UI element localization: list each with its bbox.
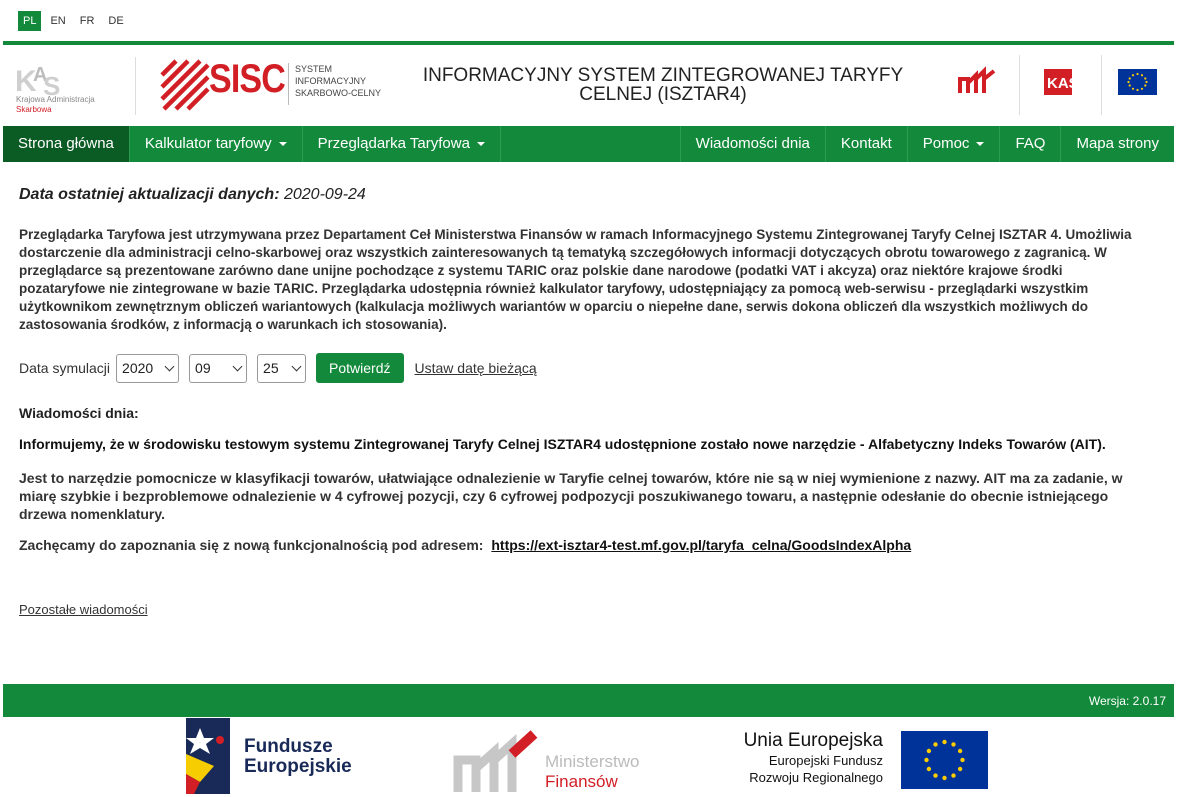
- month-select[interactable]: [189, 354, 247, 383]
- footer-bar: [3, 684, 1174, 717]
- mf-footer-text: [545, 752, 639, 792]
- year-value: 2020: [122, 360, 154, 376]
- kas-name-line1: Krajowa Administracja: [16, 95, 95, 104]
- day-select[interactable]: [257, 354, 306, 383]
- nav-sitemap-label: Mapa strony: [1076, 135, 1159, 152]
- fe-line1: Fundusze: [244, 736, 333, 757]
- mf-footer-logo-icon: [454, 730, 538, 792]
- lang-de[interactable]: DE: [108, 15, 124, 27]
- svg-text:KAS: KAS: [1047, 75, 1079, 92]
- nav-spacer: [501, 126, 680, 162]
- caret-down-icon: [477, 142, 485, 146]
- nav-help-label: Pomoc: [922, 135, 970, 152]
- sisc-divider: [288, 63, 289, 105]
- last-update-label: Data ostatniej aktualizacji danych:: [19, 186, 280, 203]
- mf-logo-icon[interactable]: [958, 69, 996, 95]
- kas-small-logo-icon[interactable]: [1044, 69, 1079, 95]
- nav-contact-label: Kontakt: [840, 135, 892, 152]
- kas-name-line2: Skarbowa: [16, 105, 52, 114]
- header-divider-3: [1101, 55, 1102, 115]
- european-funds-logo-icon: [186, 718, 230, 794]
- nav-tariff-calculator[interactable]: [130, 126, 303, 162]
- sisc-logo-text: SISC: [209, 57, 285, 101]
- sisc-sub-line1: SYSTEM: [295, 64, 333, 74]
- svg-text:S: S: [43, 71, 61, 101]
- system-title-line1: INFORMACYJNY SYSTEM ZINTEGROWANEJ TARYFY: [422, 65, 904, 86]
- news-paragraph-1: Informujemy, że w środowisku testowym systemu Zintegrowanej Taryfy Celnej ISZTAR4 udostępnione zostało nowe narzędzie - Alfabetyczny Indeks Towarów (AIT).: [19, 436, 1106, 452]
- nav-sitemap[interactable]: [1060, 126, 1174, 162]
- last-update: [19, 186, 366, 204]
- nav-tariff-browser-label: Przeglądarka Taryfowa: [317, 135, 470, 152]
- language-switcher: [18, 11, 129, 31]
- news-paragraph-2: Jest to narzędzie pomocnicze w klasyfikacji towarów, ułatwiające odnalezienie w Taryfie celnej towarów, które nie są w niej wymienione z nazwy. AIT ma za zadanie, w miarę szybkie i bezproblemowe odnalezienie w 4 cyfrowej pozycji, czy 6 cyfrowej podpozycji poszukiwanego towaru, a następnie odesłanie do obecnie istniejącego drzewa nomenklatury.: [19, 470, 1123, 522]
- main-navbar: [3, 126, 1174, 162]
- eu-regional-fund-text: [720, 732, 883, 786]
- nav-home-label: Strona główna: [18, 135, 114, 152]
- european-funds-text: [244, 737, 352, 777]
- nav-daily-news-label: Wiadomości dnia: [695, 135, 810, 152]
- intro-text: Przeglądarka Taryfowa jest utrzymywana przez Departament Ceł Ministerstwa Finansów w ramach Informacyjnego Systemu Zintegrowanej Taryfy Celnej ISZTAR 4. Umożliwia dostarczenie dla administracji celno-skarbowej oraz wszystkich zainteresowanych tą tematyką szczegółowych informacji dotyczących obrotu towarowego z zagranicą. W przeglądarce są prezentowane zarówno dane unijne pochodzące z systemu TARIC oraz polskie dane narodowe (podatki VAT i akcyza) oraz niektóre krajowe środki pozataryfowe nie zintegrowane w bazie TARIC. Przeglądarka udostępnia również kalkulator taryfowy, udostępniający za pomocą web-serwisu - przeglądarki wszystkim użytkownikom zewnętrznym obliczeń wariantowych (kalkulacja możliwych wariantów w oparciu o niepełne dane, serwis dokona obliczeń dla wszystkich możliwych do zastosowania środków, z informacją o warunkach ich stosowania).: [19, 227, 1132, 332]
- sisc-subtitle: [295, 63, 381, 99]
- news-heading: Wiadomości dnia:: [19, 405, 139, 421]
- header-divider-2: [1019, 55, 1020, 115]
- mf-line1: Ministerstwo: [545, 752, 640, 771]
- nav-tariff-browser[interactable]: [303, 126, 501, 162]
- ait-link[interactable]: https://ext-isztar4-test.mf.gov.pl/taryfa_celna/GoodsIndexAlpha: [491, 537, 912, 553]
- last-update-value: 2020-09-24: [283, 186, 366, 203]
- system-title: [383, 66, 943, 104]
- news-3-text: Zachęcamy do zapoznania się z nową funkcjonalnością pod adresem:: [19, 537, 484, 553]
- chevron-down-icon: [292, 362, 302, 372]
- svg-text:A: A: [33, 64, 48, 86]
- year-select[interactable]: [116, 354, 179, 383]
- lang-fr[interactable]: FR: [79, 15, 95, 27]
- ue-line2: Europejski Fundusz: [768, 753, 883, 768]
- ue-line1: Unia Europejska: [743, 730, 883, 751]
- lang-pl[interactable]: PL: [18, 11, 41, 31]
- sisc-stripes-icon[interactable]: [160, 59, 208, 111]
- chevron-down-icon: [165, 362, 175, 372]
- site-header: [3, 45, 1174, 126]
- simulation-date-label: Data symulacji: [19, 360, 111, 376]
- fe-line2: Europejskie: [244, 756, 352, 777]
- version-label: Wersja: 2.0.17: [1088, 694, 1166, 708]
- news-paragraph-3: [19, 537, 911, 553]
- other-news-link[interactable]: Pozostałe wiadomości: [19, 602, 148, 617]
- nav-faq-label: FAQ: [1015, 135, 1046, 152]
- day-value: 25: [263, 360, 279, 376]
- header-divider: [135, 57, 136, 115]
- nav-faq[interactable]: [999, 126, 1060, 162]
- nav-help[interactable]: [907, 126, 1000, 162]
- nav-contact[interactable]: [825, 126, 907, 162]
- nav-tariff-calculator-label: Kalkulator taryfowy: [144, 135, 272, 152]
- lang-en[interactable]: EN: [50, 15, 66, 27]
- confirm-button[interactable]: Potwierdź: [316, 353, 403, 383]
- sisc-sub-line3: SKARBOWO-CELNY: [295, 88, 382, 98]
- month-value: 09: [195, 360, 211, 376]
- svg-text:K: K: [15, 65, 37, 98]
- sisc-sub-line2: INFORMACYJNY: [295, 76, 367, 86]
- nav-home[interactable]: [3, 126, 130, 162]
- eu-flag-footer-icon: [901, 731, 988, 789]
- set-today-link[interactable]: Ustaw datę bieżącą: [414, 360, 537, 376]
- caret-down-icon: [279, 142, 287, 146]
- ue-line3: Rozwoju Regionalnego: [749, 770, 883, 785]
- simulation-date-form: [19, 353, 537, 383]
- mf-line2: Finansów: [545, 772, 618, 791]
- system-title-line2: CELNEJ (ISZTAR4): [579, 84, 747, 105]
- nav-right-group: [680, 126, 1174, 162]
- eu-flag-icon[interactable]: [1118, 69, 1157, 95]
- nav-daily-news[interactable]: [680, 126, 825, 162]
- chevron-down-icon: [233, 362, 243, 372]
- caret-down-icon: [976, 142, 984, 146]
